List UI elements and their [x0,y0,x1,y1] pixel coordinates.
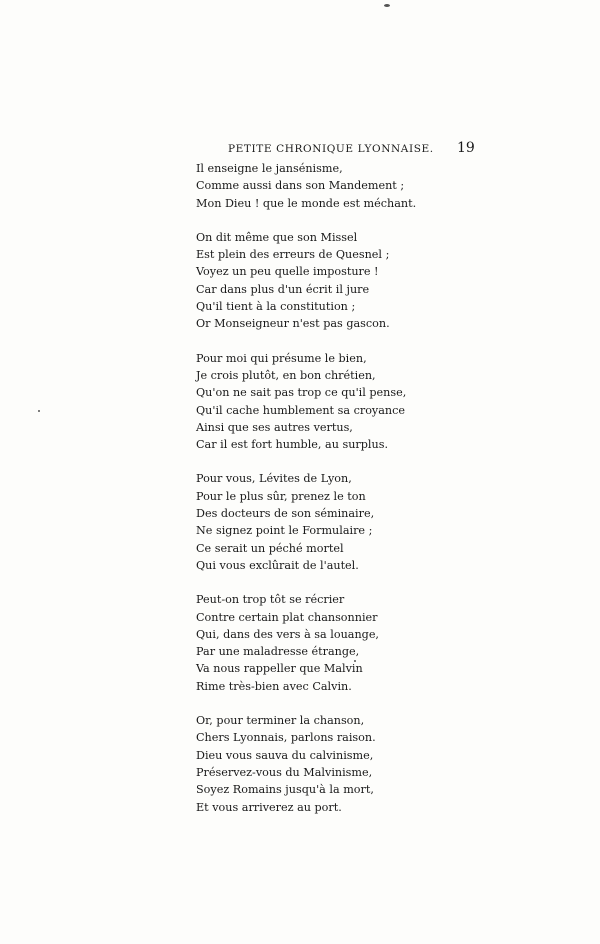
page-number: 19 [457,140,475,156]
stanza [196,712,496,816]
poem [196,160,496,833]
verse-line: Car il est fort humble, au surplus. [196,438,388,452]
verse-line: Il enseigne le jansénisme, [196,162,343,175]
stanza [196,470,496,574]
verse-line: Va nous rappeller que Malvin [196,662,363,676]
verse-line: Préservez-vous du Malvinisme, [196,765,373,779]
verse-line: Je crois plutôt, en bon chrétien, [196,368,376,382]
stanza [196,229,496,333]
verse-line: Or, pour terminer la chanson, [196,714,365,728]
verse-line: Or Monseigneur n'est pas gascon. [196,317,390,331]
verse-line: Qu'il cache humblement sa croyance [196,403,406,417]
verse-line: Qui vous exclûrait de l'autel. [196,558,359,572]
verse-line: Rime très-bien avec Calvin. [196,679,352,693]
verse-line: Par une maladresse étrange, [196,645,360,659]
verse-line: Mon Dieu ! que le monde est méchant. [196,196,417,210]
verse-line: Car dans plus d'un écrit il jure [196,282,370,296]
verse-line: Des docteurs de son séminaire, [196,507,375,521]
verse-line: Est plein des erreurs de Quesnel ; [196,248,390,262]
verse-line: Qu'on ne sait pas trop ce qu'il pense, [196,386,407,400]
verse-line: Soyez Romains jusqu'à la mort, [196,783,374,797]
verse-line: Pour vous, Lévites de Lyon, [196,472,352,486]
stanza [196,160,496,212]
stanza [196,350,496,454]
verse-line: Comme aussi dans son Mandement ; [196,179,405,193]
running-title: PETITE CHRONIQUE LYONNAISE. [228,143,434,155]
verse-line: Ce serait un péché mortel [196,541,344,555]
verse-line: Dieu vous sauva du calvinisme, [196,748,374,762]
stanza [196,591,496,695]
ink-speck [38,410,40,412]
verse-line: On dit même que son Missel [196,230,358,244]
ink-speck [384,4,390,7]
verse-line: Pour moi qui présume le bien, [196,351,367,365]
verse-line: Chers Lyonnais, parlons raison. [196,731,376,745]
verse-line: Peut-on trop tôt se récrier [196,593,345,607]
verse-line: Et vous arriverez au port. [196,800,342,814]
verse-line: Pour le plus sûr, prenez le ton [196,489,366,503]
verse-line: Qu'il tient à la constitution ; [196,300,356,314]
verse-line: Ainsi que ses autres vertus, [196,420,353,434]
verse-line: Qui, dans des vers à sa louange, [196,627,379,641]
verse-line: Ne signez point le Formulaire ; [196,524,373,538]
verse-line: Contre certain plat chansonnier [196,610,378,624]
verse-line: Voyez un peu quelle imposture ! [196,265,379,279]
